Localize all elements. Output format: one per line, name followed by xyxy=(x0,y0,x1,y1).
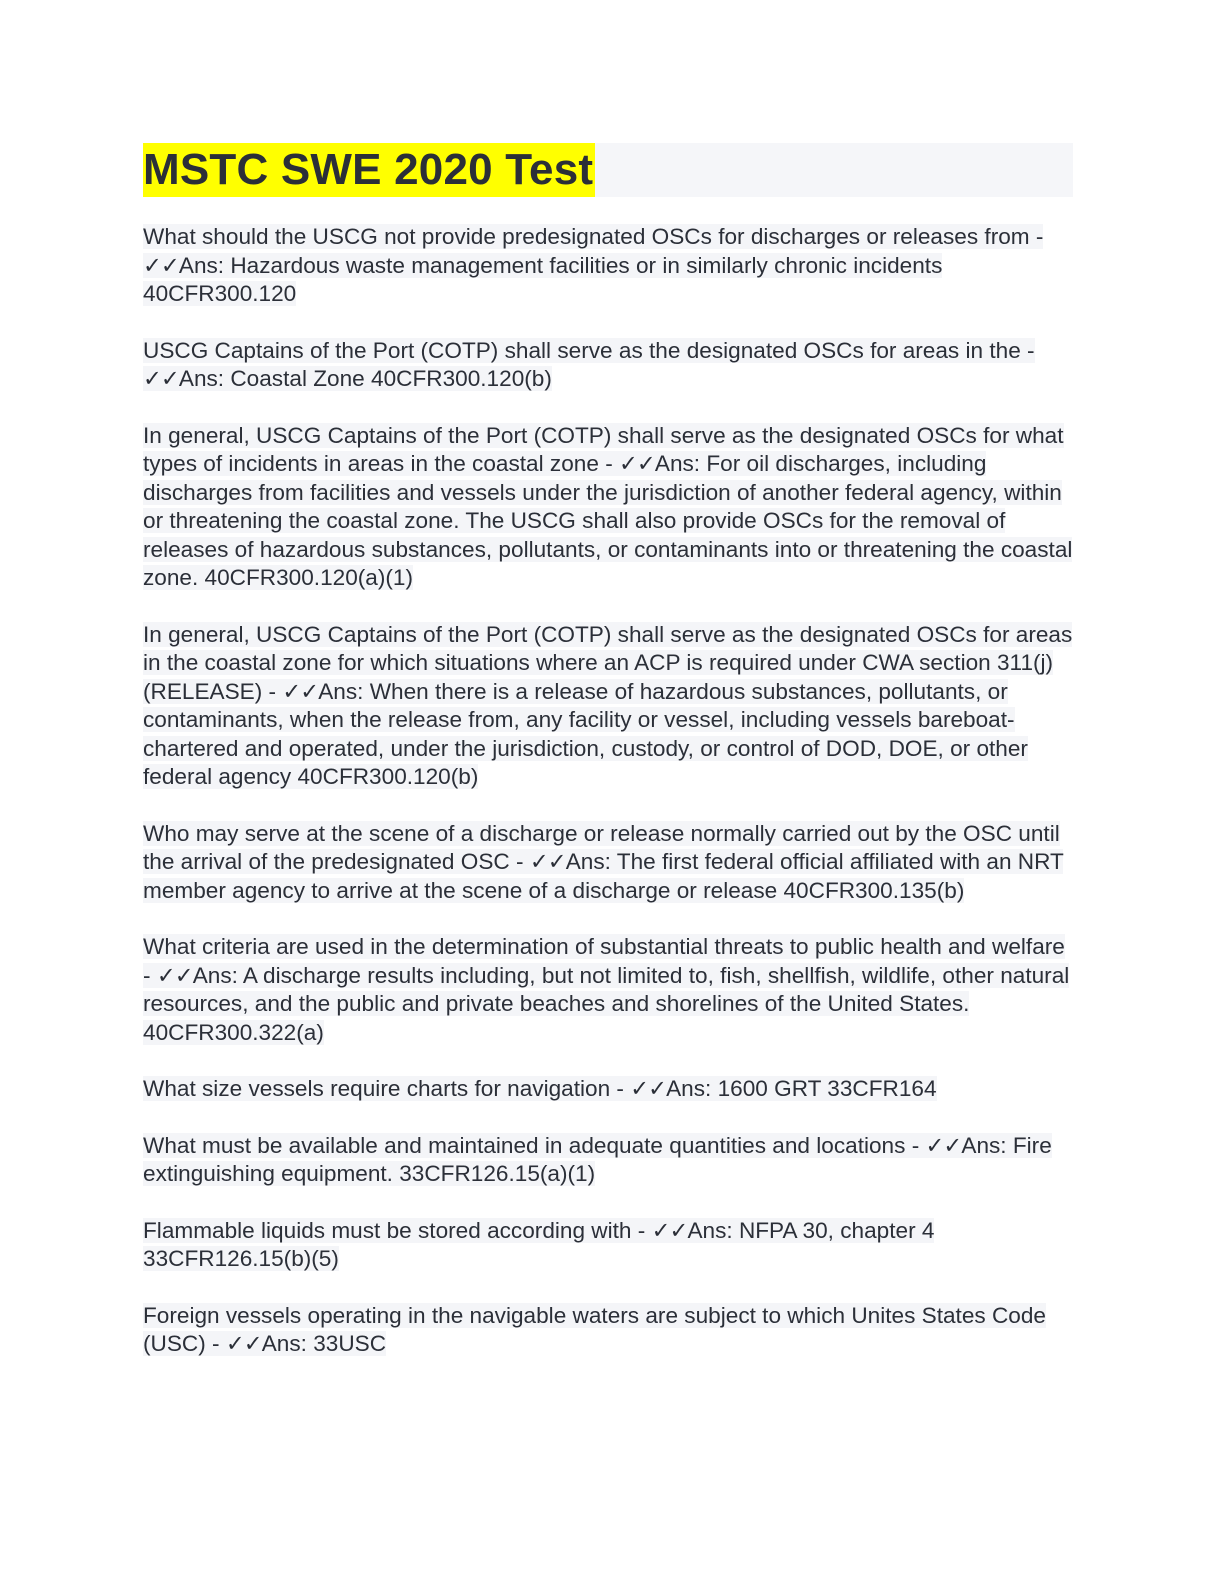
answer-text: Ans: 1600 GRT 33CFR164 xyxy=(666,1076,937,1101)
answer-text: Ans: Fire extinguishing equipment. 33CFR126.15(a)(1) xyxy=(143,1132,1052,1186)
qa-item xyxy=(143,337,1073,394)
qa-text xyxy=(143,1303,1046,1357)
qa-item xyxy=(143,1217,1073,1274)
answer-text: Ans: The first federal official affiliated with an NRT member agency to arrive at the scene of a discharge or release 40CFR300.135(b) xyxy=(143,849,1064,903)
answer-text: Ans: Coastal Zone 40CFR300.120(b) xyxy=(178,366,552,391)
question-text: USCG Captains of the Port (COTP) shall serve as the designated OSCs for areas in the - xyxy=(143,337,1035,363)
answer-text: Ans: NFPA 30, chapter 4 33CFR126.15(b)(5) xyxy=(143,1217,935,1271)
checkmark-icon: ✓✓ xyxy=(225,1331,262,1356)
qa-item xyxy=(143,422,1073,593)
question-text: Who may serve at the scene of a discharge or release normally carried out by the OSC until the arrival of the predesignated OSC - xyxy=(143,820,1060,874)
question-text: What must be available and maintained in adequate quantities and locations - xyxy=(143,1132,926,1158)
document-page xyxy=(143,143,1073,1387)
answer-text: Ans: 33USC xyxy=(261,1331,387,1356)
question-text: In general, USCG Captains of the Port (COTP) shall serve as the designated OSCs for what types of incidents in areas in the coastal zone - xyxy=(143,422,1064,476)
document-title: MSTC SWE 2020 Test xyxy=(143,143,595,197)
qa-list xyxy=(143,223,1073,1359)
checkmark-icon: ✓✓ xyxy=(156,962,193,988)
checkmark-icon: ✓✓ xyxy=(143,252,179,278)
answer-text: Ans: When there is a release of hazardous substances, pollutants, or contaminants, when the release from, any facility or vessel, including vessels bareboat-chartered and operated, under the jurisdiction, custody, or control of DOD, DOE, or other federal agency 40CFR300.120(b) xyxy=(143,678,1028,789)
qa-item xyxy=(143,820,1073,906)
answer-text: Ans: Hazardous waste management facilities or in similarly chronic incidents 40CFR300.120 xyxy=(143,252,943,306)
question-text: What criteria are used in the determination of substantial threats to public health and welfare - xyxy=(143,934,1065,988)
checkmark-icon: ✓✓ xyxy=(143,366,179,391)
question-text: Foreign vessels operating in the navigable waters are subject to which Unites States Code (USC) - xyxy=(143,1302,1046,1356)
checkmark-icon: ✓✓ xyxy=(529,849,566,874)
checkmark-icon: ✓✓ xyxy=(630,1076,667,1101)
question-text: What should the USCG not provide predesignated OSCs for discharges or releases from - xyxy=(143,224,1044,249)
question-text: What size vessels require charts for navigation - xyxy=(143,1076,631,1101)
checkmark-icon: ✓✓ xyxy=(282,678,319,704)
qa-text xyxy=(143,622,1072,790)
checkmark-icon: ✓✓ xyxy=(925,1132,962,1158)
qa-text xyxy=(143,423,1072,591)
qa-text xyxy=(143,338,1035,392)
qa-text xyxy=(143,821,1063,903)
qa-text xyxy=(143,224,1043,306)
qa-text xyxy=(143,1133,1052,1187)
qa-item xyxy=(143,1075,1073,1104)
qa-item xyxy=(143,621,1073,792)
qa-item xyxy=(143,1302,1073,1359)
answer-text: Ans: A discharge results including, but not limited to, fish, shellfish, wildlife, other natural resources, and the public and private beaches and shorelines of the United States. 40CFR300.322(a) xyxy=(143,962,1070,1045)
question-text: Flammable liquids must be stored according with - xyxy=(143,1217,652,1243)
qa-item xyxy=(143,1132,1073,1189)
qa-text xyxy=(143,1218,934,1272)
qa-text xyxy=(143,934,1069,1045)
title-row xyxy=(143,143,1073,197)
checkmark-icon: ✓✓ xyxy=(619,451,655,476)
question-text: In general, USCG Captains of the Port (COTP) shall serve as the designated OSCs for areas in the coastal zone for which situations where an ACP is required under CWA section 311(j)(RELEASE) - xyxy=(143,621,1073,704)
answer-text: Ans: For oil discharges, including discharges from facilities and vessels under the jurisdiction of another federal agency, within or threatening the coastal zone. The USCG shall also provide OSCs for the removal of releases of hazardous substances, pollutants, or contaminants into or threatening the coastal zone. 40CFR300.120(a)(1) xyxy=(143,451,1073,590)
qa-item xyxy=(143,223,1073,309)
qa-item xyxy=(143,933,1073,1047)
qa-text xyxy=(143,1076,937,1101)
checkmark-icon: ✓✓ xyxy=(651,1217,688,1243)
